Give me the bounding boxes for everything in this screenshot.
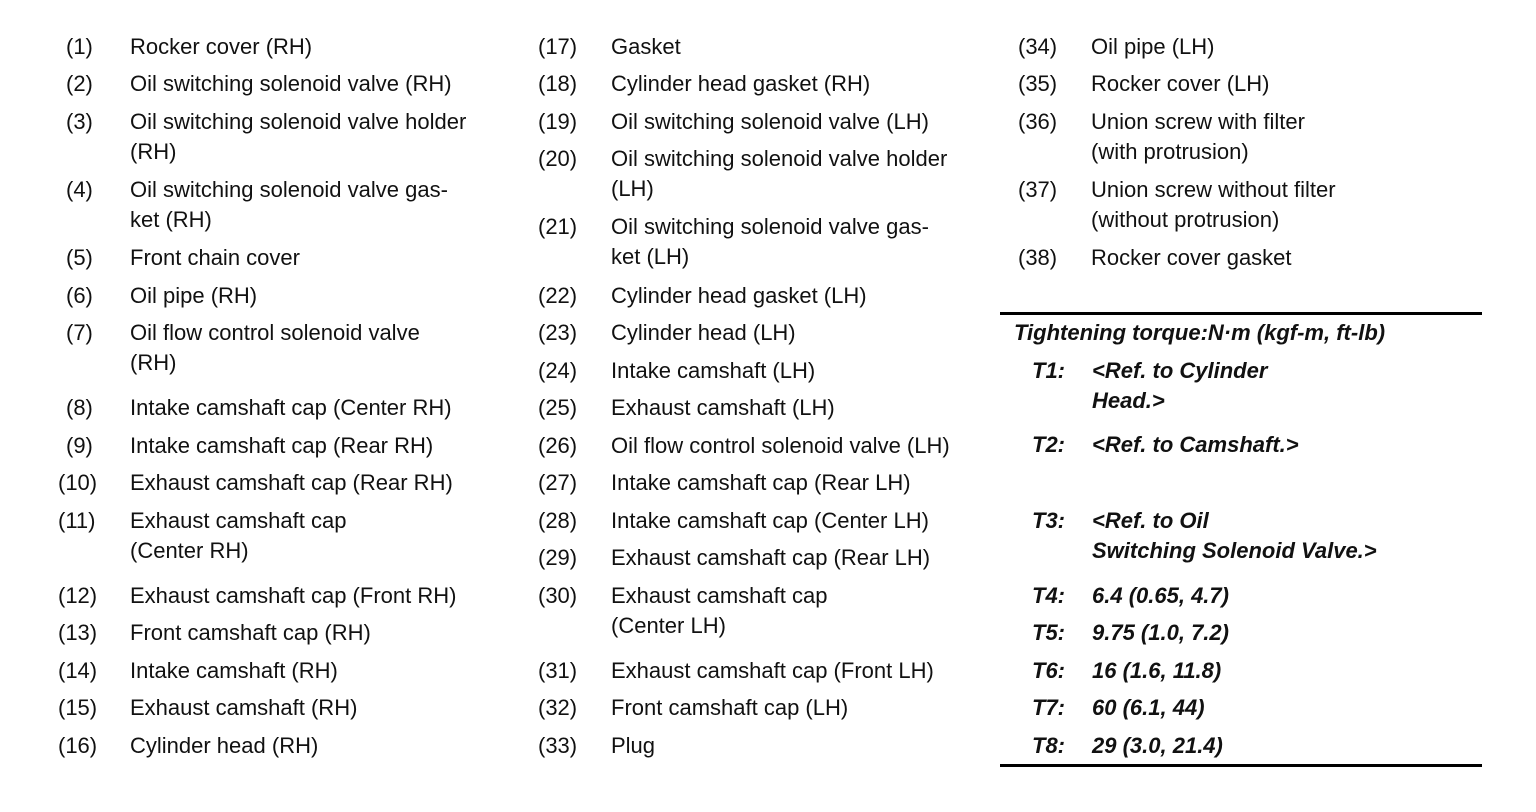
- item-label: Exhaust camshaft cap: [130, 508, 347, 533]
- item-label: Oil pipe (LH): [1091, 34, 1215, 59]
- item-number: (34): [1018, 34, 1058, 59]
- item-label: Exhaust camshaft cap (Front RH): [130, 583, 457, 608]
- item-label: Oil switching solenoid valve (LH): [611, 109, 929, 134]
- item-label-continued: (RH): [130, 139, 177, 164]
- torque-table-top-rule: [1000, 312, 1482, 315]
- item-number: (25): [538, 395, 578, 420]
- item-label: Intake camshaft cap (Center RH): [130, 395, 452, 420]
- item-number: (15): [58, 695, 98, 720]
- item-label-continued: (without protrusion): [1091, 207, 1280, 232]
- item-number: (4): [66, 177, 93, 202]
- torque-key: T6:: [1032, 658, 1065, 683]
- item-label: Oil switching solenoid valve gas-: [611, 214, 929, 239]
- item-label: Gasket: [611, 34, 681, 59]
- item-label-continued: (Center RH): [130, 538, 249, 563]
- item-number: (19): [538, 109, 578, 134]
- torque-key: T5:: [1032, 620, 1065, 645]
- torque-value-continued: Head.>: [1092, 388, 1165, 413]
- item-label: Oil switching solenoid valve (RH): [130, 71, 452, 96]
- item-number: (23): [538, 320, 578, 345]
- item-number: (27): [538, 470, 578, 495]
- item-number: (10): [58, 470, 98, 495]
- torque-key: T3:: [1032, 508, 1065, 533]
- torque-key: T2:: [1032, 432, 1065, 457]
- torque-value: 9.75 (1.0, 7.2): [1092, 620, 1229, 645]
- item-label: Union screw without filter: [1091, 177, 1336, 202]
- item-number: (1): [66, 34, 93, 59]
- item-number: (22): [538, 283, 578, 308]
- item-label: Intake camshaft cap (Rear LH): [611, 470, 911, 495]
- item-number: (7): [66, 320, 93, 345]
- item-number: (32): [538, 695, 578, 720]
- torque-table-header: Tightening torque:N·m (kgf-m, ft-lb): [1014, 320, 1386, 345]
- item-label: Rocker cover (RH): [130, 34, 313, 59]
- item-label: Union screw with filter: [1091, 109, 1305, 134]
- item-label-continued: (LH): [611, 176, 654, 201]
- item-label: Exhaust camshaft cap (Front LH): [611, 658, 934, 683]
- item-number: (21): [538, 214, 578, 239]
- torque-key: T1:: [1032, 358, 1065, 383]
- item-number: (13): [58, 620, 98, 645]
- item-number: (5): [66, 245, 93, 270]
- item-number: (30): [538, 583, 578, 608]
- item-label: Intake camshaft (RH): [130, 658, 338, 683]
- item-label: Oil switching solenoid valve holder: [611, 146, 948, 171]
- torque-value-continued: Switching Solenoid Valve.>: [1092, 538, 1377, 563]
- item-number: (37): [1018, 177, 1058, 202]
- item-number: (18): [538, 71, 578, 96]
- torque-value: 16 (1.6, 11.8): [1092, 658, 1222, 683]
- item-label: Cylinder head (LH): [611, 320, 796, 345]
- item-number: (8): [66, 395, 93, 420]
- item-number: (3): [66, 109, 93, 134]
- item-number: (29): [538, 545, 578, 570]
- item-number: (36): [1018, 109, 1058, 134]
- torque-key: T7:: [1032, 695, 1065, 720]
- item-label: Cylinder head gasket (LH): [611, 283, 867, 308]
- item-number: (12): [58, 583, 98, 608]
- item-label: Oil switching solenoid valve holder: [130, 109, 467, 134]
- item-label: Exhaust camshaft cap (Rear RH): [130, 470, 453, 495]
- item-number: (2): [66, 71, 93, 96]
- item-number: (6): [66, 283, 93, 308]
- item-label: Oil switching solenoid valve gas-: [130, 177, 448, 202]
- item-label: Exhaust camshaft cap (Rear LH): [611, 545, 931, 570]
- item-label-continued: (RH): [130, 350, 177, 375]
- item-number: (24): [538, 358, 578, 383]
- item-number: (38): [1018, 245, 1058, 270]
- item-label: Exhaust camshaft cap: [611, 583, 828, 608]
- item-number: (35): [1018, 71, 1058, 96]
- torque-value: <Ref. to Oil: [1092, 508, 1209, 533]
- torque-value: <Ref. to Camshaft.>: [1092, 432, 1299, 457]
- torque-value: 29 (3.0, 21.4): [1092, 733, 1223, 758]
- item-number: (11): [58, 508, 96, 533]
- item-label: Rocker cover (LH): [1091, 71, 1270, 96]
- item-label: Oil flow control solenoid valve: [130, 320, 420, 345]
- item-label: Intake camshaft cap (Rear RH): [130, 433, 434, 458]
- item-label-continued: (with protrusion): [1091, 139, 1249, 164]
- item-label: Front camshaft cap (RH): [130, 620, 371, 645]
- torque-key: T4:: [1032, 583, 1065, 608]
- item-label-continued: ket (RH): [130, 207, 212, 232]
- item-number: (33): [538, 733, 578, 758]
- torque-value: 6.4 (0.65, 4.7): [1092, 583, 1229, 608]
- item-number: (26): [538, 433, 578, 458]
- item-label: Cylinder head gasket (RH): [611, 71, 871, 96]
- item-label: Plug: [611, 733, 656, 758]
- item-label: Intake camshaft (LH): [611, 358, 816, 383]
- torque-table-bottom-rule: [1000, 764, 1482, 767]
- item-label: Oil flow control solenoid valve (LH): [611, 433, 950, 458]
- item-number: (14): [58, 658, 98, 683]
- item-number: (17): [538, 34, 578, 59]
- item-label: Oil pipe (RH): [130, 283, 258, 308]
- item-number: (28): [538, 508, 578, 533]
- item-label-continued: ket (LH): [611, 244, 690, 269]
- item-number: (31): [538, 658, 578, 683]
- item-label: Exhaust camshaft (RH): [130, 695, 358, 720]
- item-label: Intake camshaft cap (Center LH): [611, 508, 929, 533]
- torque-value: 60 (6.1, 44): [1092, 695, 1205, 720]
- torque-key: T8:: [1032, 733, 1065, 758]
- torque-value: <Ref. to Cylinder: [1092, 358, 1268, 383]
- item-label: Front camshaft cap (LH): [611, 695, 849, 720]
- item-number: (9): [66, 433, 93, 458]
- item-label: Rocker cover gasket: [1091, 245, 1292, 270]
- item-label: Cylinder head (RH): [130, 733, 319, 758]
- item-number: (20): [538, 146, 578, 171]
- item-label: Front chain cover: [130, 245, 300, 270]
- item-number: (16): [58, 733, 98, 758]
- item-label: Exhaust camshaft (LH): [611, 395, 835, 420]
- item-label-continued: (Center LH): [611, 613, 726, 638]
